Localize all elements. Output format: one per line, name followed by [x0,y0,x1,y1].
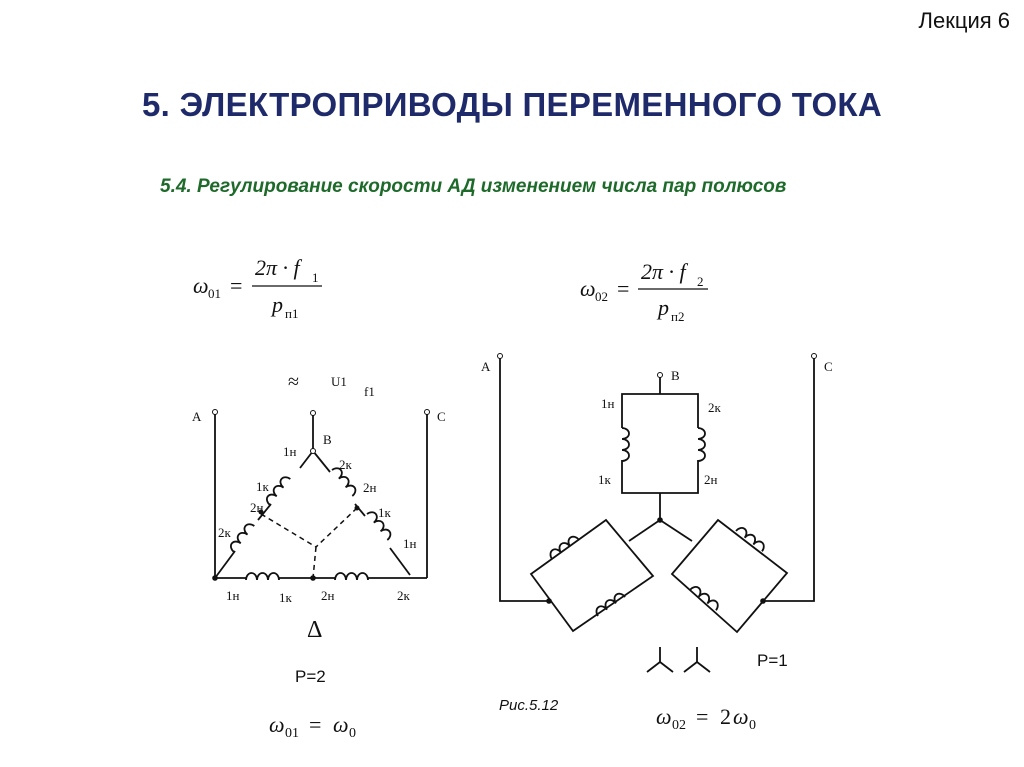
formula2-den: p [658,295,669,320]
coil-label: 1н [283,444,297,459]
formula2-lhs-sub: 02 [595,289,608,304]
speed-right-coef: 2 [720,704,731,729]
svg-text:=: = [309,712,322,737]
coil-label: 1к [279,590,292,605]
terminal-a-label: A [192,409,202,424]
frequency-label: f1 [364,384,375,399]
speed-right-rhs: ω [733,704,749,729]
coil-label: 2к [708,400,721,415]
speed-formula-right [656,704,756,733]
formula1-lhs-sub: 01 [208,286,221,301]
section-subtitle: 5.4. Регулирование скорости АД изменением числа пар полюсов [160,176,787,197]
coil-label: 1н [226,588,240,603]
formula2-num: 2π · f [641,259,686,284]
formula-omega-02 [580,259,708,324]
pole-pairs-right: P=1 [757,651,788,670]
terminal-c-label: C [437,409,446,424]
page-title: 5. ЭЛЕКТРОПРИВОДЫ ПЕРЕМЕННОГО ТОКА [142,86,882,123]
svg-text:=: = [617,276,630,301]
formula2-den-sub: п2 [671,309,685,324]
formula1-num: 2π · f [255,255,300,280]
formula2-lhs: ω [580,276,596,301]
formula1-lhs: ω [193,273,209,298]
speed-left-lhs-sub: 01 [285,726,299,741]
speed-right-lhs-sub: 02 [672,718,686,733]
speed-left-lhs: ω [269,712,285,737]
coil-label: 2н [321,588,335,603]
terminal-c-label: C [824,359,833,374]
pole-pairs-left: P=2 [295,667,326,686]
formula-omega-01 [193,255,322,321]
terminal-b-label: B [323,432,332,447]
lecture-number: Лекция 6 [918,8,1010,33]
terminal-b-label: B [671,368,680,383]
coil-label: 1к [256,479,269,494]
double-star-symbol [647,647,710,672]
double-star-diagram [481,354,833,673]
speed-left-rhs: ω [333,712,349,737]
formula1-num-sub: 1 [312,270,319,285]
svg-text:=: = [696,704,709,729]
coil-label: 1н [601,396,615,411]
formula1-den: p [272,292,283,317]
coil-label: 1к [598,472,611,487]
coil-label: 1к [378,505,391,520]
formula2-num-sub: 2 [697,274,704,289]
svg-text:=: = [230,273,243,298]
speed-right-lhs: ω [656,704,672,729]
ac-symbol: ≈ [288,371,299,393]
coil-label: 2к [218,525,231,540]
coil-label: 2н [250,500,264,515]
speed-formula-left [269,712,356,741]
speed-left-rhs-sub: 0 [349,726,356,741]
delta-connection-diagram [192,371,446,643]
coil-label: 2к [339,457,352,472]
figure-caption: Рис.5.12 [499,697,559,714]
delta-symbol: Δ [307,617,323,643]
speed-right-rhs-sub: 0 [749,718,756,733]
coil-label: 2к [397,588,410,603]
formula1-den-sub: п1 [285,306,299,321]
coil-label: 2н [704,472,718,487]
terminal-a-label: A [481,359,491,374]
coil-label: 1н [403,536,417,551]
coil-label: 2н [363,480,377,495]
supply-label: U1 [331,374,347,389]
